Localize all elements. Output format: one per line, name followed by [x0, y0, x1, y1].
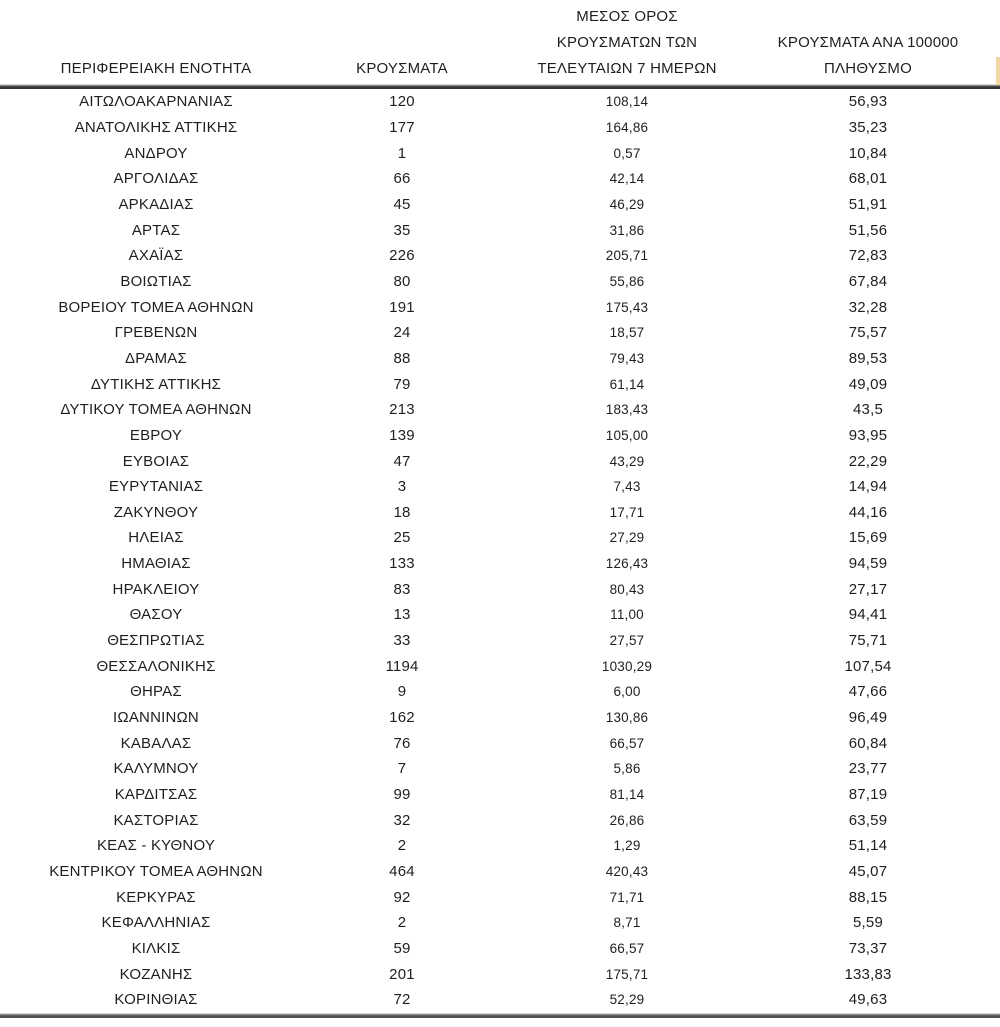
cases-cell: 1	[397, 144, 407, 162]
header-region	[0, 56, 312, 83]
header-cases-label: ΚΡΟΥΣΜΑΤΑ	[356, 60, 448, 77]
region-cell: ΚΕΝΤΡΙΚΟΥ ΤΟΜΕΑ ΑΘΗΝΩΝ	[49, 863, 263, 881]
table-row	[0, 730, 974, 756]
region-cell: ΔΥΤΙΚΟΥ ΤΟΜΕΑ ΑΘΗΝΩΝ	[60, 401, 252, 419]
avg7-cell: 61,14	[609, 376, 645, 392]
table-row	[0, 859, 974, 885]
per100k-cell: 68,01	[848, 170, 888, 188]
cases-cell: 177	[389, 118, 415, 136]
per100k-cell: 63,59	[848, 811, 888, 829]
cases-cell: 120	[389, 93, 415, 111]
per100k-cell: 72,83	[848, 247, 888, 265]
per100k-cell: 14,94	[848, 478, 888, 496]
cases-cell: 47	[393, 452, 411, 470]
avg7-cell: 205,71	[605, 248, 649, 264]
region-cell: ΘΕΣΠΡΩΤΙΑΣ	[107, 632, 205, 650]
table-row	[0, 807, 974, 833]
region-cell: ΚΑΛΥΜΝΟΥ	[113, 760, 199, 778]
cases-cell: 162	[389, 709, 415, 727]
cases-cell: 33	[393, 632, 411, 650]
avg7-cell: 175,71	[605, 966, 649, 982]
cases-cell: 3	[397, 478, 407, 496]
table-row	[0, 576, 974, 602]
avg7-cell: 66,57	[609, 735, 645, 751]
table-row	[0, 500, 974, 526]
avg7-cell: 17,71	[609, 504, 645, 520]
cases-cell: 24	[393, 324, 411, 342]
per100k-cell: 49,63	[848, 991, 888, 1009]
cases-cell: 66	[393, 170, 411, 188]
region-cell: ΘΕΣΣΑΛΟΝΙΚΗΣ	[96, 657, 216, 675]
avg7-cell: 105,00	[605, 427, 649, 443]
region-cell: ΚΕΡΚΥΡΑΣ	[116, 888, 196, 906]
avg7-cell: 42,14	[609, 171, 645, 187]
per100k-cell: 93,95	[848, 426, 888, 444]
table-row	[0, 525, 974, 551]
region-cell: ΑΡΚΑΔΙΑΣ	[118, 195, 194, 213]
table-row	[0, 115, 974, 141]
table-row	[0, 884, 974, 910]
header-avg7	[492, 4, 762, 83]
cases-cell: 80	[393, 272, 411, 290]
per100k-cell: 89,53	[848, 349, 888, 367]
region-cell: ΒΟΙΩΤΙΑΣ	[120, 272, 192, 290]
cases-cell: 191	[389, 298, 415, 316]
cases-cell: 1194	[385, 657, 419, 675]
avg7-cell: 7,43	[613, 479, 641, 495]
avg7-cell: 183,43	[605, 402, 649, 418]
avg7-cell: 164,86	[605, 119, 649, 135]
cases-cell: 2	[397, 914, 407, 932]
avg7-cell: 27,57	[609, 633, 645, 649]
region-cell: ΖΑΚΥΝΘΟΥ	[113, 503, 199, 521]
per100k-cell: 51,56	[848, 221, 888, 239]
avg7-cell: 66,57	[609, 940, 645, 956]
per100k-cell: 73,37	[848, 939, 888, 957]
per100k-cell: 96,49	[848, 709, 888, 727]
table-row	[0, 705, 974, 731]
cases-cell: 226	[389, 247, 415, 265]
header-region-label: ΠΕΡΙΦΕΡΕΙΑΚΗ ΕΝΟΤΗΤΑ	[60, 60, 252, 77]
region-cell: ΘΑΣΟΥ	[129, 606, 183, 624]
cases-cell: 45	[393, 195, 411, 213]
per100k-cell: 15,69	[848, 529, 888, 547]
region-cell: ΑΝΑΤΟΛΙΚΗΣ ΑΤΤΙΚΗΣ	[74, 118, 238, 136]
avg7-cell: 79,43	[609, 350, 645, 366]
table-row	[0, 628, 974, 654]
cases-cell: 7	[397, 760, 407, 778]
table-row	[0, 679, 974, 705]
table-row	[0, 166, 974, 192]
table-header-row	[0, 0, 974, 83]
table-row	[0, 961, 974, 987]
cases-cell: 72	[393, 991, 411, 1009]
cases-cell: 79	[393, 375, 411, 393]
avg7-cell: 81,14	[609, 787, 645, 803]
region-cell: ΚΕΦΑΛΛΗΝΙΑΣ	[101, 914, 211, 932]
per100k-cell: 43,5	[853, 401, 883, 419]
avg7-cell: 6,00	[613, 684, 641, 700]
header-cases	[312, 56, 492, 83]
per100k-cell: 87,19	[848, 786, 888, 804]
region-cell: ΚΙΛΚΙΣ	[131, 939, 181, 957]
table-row	[0, 423, 974, 449]
per100k-cell: 32,28	[848, 298, 888, 316]
per100k-cell: 88,15	[848, 888, 888, 906]
per100k-cell: 27,17	[848, 580, 888, 598]
bottom-rule	[0, 1013, 1000, 1018]
per100k-cell: 94,41	[848, 606, 888, 624]
per100k-cell: 51,91	[848, 195, 888, 213]
region-cell: ΚΑΣΤΟΡΙΑΣ	[113, 811, 199, 829]
avg7-cell: 8,71	[613, 915, 641, 931]
avg7-cell: 43,29	[609, 453, 645, 469]
per100k-cell: 23,77	[848, 760, 888, 778]
per100k-cell: 56,93	[848, 93, 888, 111]
region-cell: ΙΩΑΝΝΙΝΩΝ	[113, 709, 199, 727]
cases-cell: 18	[393, 503, 411, 521]
table-row	[0, 294, 974, 320]
table-row	[0, 243, 974, 269]
region-cell: ΚΟΡΙΝΘΙΑΣ	[114, 991, 198, 1009]
cases-cell: 83	[393, 580, 411, 598]
avg7-cell: 27,29	[609, 530, 645, 546]
region-cell: ΔΥΤΙΚΗΣ ΑΤΤΙΚΗΣ	[90, 375, 222, 393]
table-row	[0, 448, 974, 474]
per100k-cell: 94,59	[848, 555, 888, 573]
per100k-cell: 44,16	[848, 503, 888, 521]
table-row	[0, 192, 974, 218]
cases-cell: 201	[389, 965, 415, 983]
cases-cell: 59	[393, 939, 411, 957]
header-avg7-line2: ΚΡΟΥΣΜΑΤΩΝ ΤΩΝ	[556, 34, 698, 51]
region-cell: ΓΡΕΒΕΝΩΝ	[114, 324, 198, 342]
region-cell: ΒΟΡΕΙΟΥ ΤΟΜΕΑ ΑΘΗΝΩΝ	[58, 298, 254, 316]
avg7-cell: 71,71	[609, 889, 645, 905]
table-row	[0, 987, 974, 1013]
region-cell: ΘΗΡΑΣ	[130, 683, 182, 701]
table-row	[0, 346, 974, 372]
per100k-cell: 133,83	[844, 965, 892, 983]
per100k-cell: 49,09	[848, 375, 888, 393]
table-row	[0, 320, 974, 346]
avg7-cell: 126,43	[605, 556, 649, 572]
avg7-cell: 46,29	[609, 196, 645, 212]
per100k-cell: 67,84	[848, 272, 888, 290]
cases-cell: 76	[393, 734, 411, 752]
table-row	[0, 371, 974, 397]
avg7-cell: 175,43	[605, 299, 649, 315]
table-row	[0, 551, 974, 577]
region-cell: ΑΡΓΟΛΙΔΑΣ	[113, 170, 199, 188]
per100k-cell: 10,84	[848, 144, 888, 162]
per100k-cell: 75,71	[848, 632, 888, 650]
table-row	[0, 140, 974, 166]
avg7-cell: 80,43	[609, 581, 645, 597]
cases-cell: 9	[397, 683, 407, 701]
table-row	[0, 269, 974, 295]
avg7-cell: 52,29	[609, 992, 645, 1008]
avg7-cell: 18,57	[609, 325, 645, 341]
avg7-cell: 5,86	[613, 761, 641, 777]
per100k-cell: 47,66	[848, 683, 888, 701]
avg7-cell: 1030,29	[601, 658, 653, 674]
header-per100k-line2: ΠΛΗΘΥΣΜΟ	[824, 60, 912, 77]
table-row	[0, 217, 974, 243]
region-cell: ΑΙΤΩΛΟΑΚΑΡΝΑΝΙΑΣ	[79, 93, 233, 111]
region-cell: ΚΑΡΔΙΤΣΑΣ	[114, 786, 198, 804]
region-cell: ΕΥΡΥΤΑΝΙΑΣ	[108, 478, 204, 496]
region-cell: ΗΛΕΙΑΣ	[128, 529, 184, 547]
cases-cell: 92	[393, 888, 411, 906]
per100k-cell: 107,54	[844, 657, 892, 675]
region-cell: ΑΧΑΪΑΣ	[128, 247, 184, 265]
region-cell: ΚΟΖΑΝΗΣ	[119, 965, 193, 983]
cases-cell: 13	[393, 606, 411, 624]
avg7-cell: 0,57	[613, 145, 641, 161]
region-cell: ΕΒΡΟΥ	[129, 426, 183, 444]
table-row	[0, 910, 974, 936]
cases-cell: 464	[389, 863, 415, 881]
cases-cell: 35	[393, 221, 411, 239]
avg7-cell: 420,43	[605, 864, 649, 880]
avg7-cell: 1,29	[613, 838, 641, 854]
table-row	[0, 782, 974, 808]
avg7-cell: 31,86	[609, 222, 645, 238]
table-row	[0, 833, 974, 859]
table-row	[0, 936, 974, 962]
per100k-cell: 35,23	[848, 118, 888, 136]
region-cell: ΔΡΑΜΑΣ	[125, 349, 187, 367]
avg7-cell: 130,86	[605, 710, 649, 726]
avg7-cell: 11,00	[610, 607, 644, 623]
cases-cell: 32	[393, 811, 411, 829]
per100k-cell: 45,07	[848, 863, 888, 881]
table-row	[0, 397, 974, 423]
cases-cell: 25	[393, 529, 411, 547]
table-row	[0, 89, 974, 115]
region-cell: ΚΕΑΣ - ΚΥΘΝΟΥ	[96, 837, 216, 855]
cases-cell: 139	[389, 426, 415, 444]
region-cell: ΗΜΑΘΙΑΣ	[121, 555, 191, 573]
header-avg7-line3: ΤΕΛΕΥΤΑΙΩΝ 7 ΗΜΕΡΩΝ	[537, 60, 717, 77]
per100k-cell: 5,59	[853, 914, 883, 932]
avg7-cell: 108,14	[605, 94, 649, 110]
per100k-cell: 22,29	[848, 452, 888, 470]
clipped-cell-fragment	[996, 57, 1000, 85]
cases-cell: 2	[397, 837, 407, 855]
table-body	[0, 89, 974, 1013]
header-avg7-line1: ΜΕΣΟΣ ΟΡΟΣ	[576, 8, 678, 25]
region-cell: ΗΡΑΚΛΕΙΟΥ	[112, 580, 200, 598]
cases-cell: 213	[389, 401, 415, 419]
region-cell: ΕΥΒΟΙΑΣ	[122, 452, 190, 470]
per100k-cell: 51,14	[848, 837, 888, 855]
table-row	[0, 602, 974, 628]
region-cell: ΚΑΒΑΛΑΣ	[120, 734, 192, 752]
avg7-cell: 26,86	[609, 812, 645, 828]
cases-cell: 99	[393, 786, 411, 804]
table-row	[0, 474, 974, 500]
cases-cell: 133	[389, 555, 415, 573]
per100k-cell: 60,84	[848, 734, 888, 752]
table-row	[0, 653, 974, 679]
table-row	[0, 756, 974, 782]
header-per100k	[762, 30, 974, 83]
region-cell: ΑΡΤΑΣ	[131, 221, 181, 239]
cases-cell: 88	[393, 349, 411, 367]
per100k-cell: 75,57	[848, 324, 888, 342]
header-per100k-line1: ΚΡΟΥΣΜΑΤΑ ΑΝΑ 100000	[777, 34, 959, 51]
region-cell: ΑΝΔΡΟΥ	[124, 144, 188, 162]
avg7-cell: 55,86	[609, 273, 645, 289]
